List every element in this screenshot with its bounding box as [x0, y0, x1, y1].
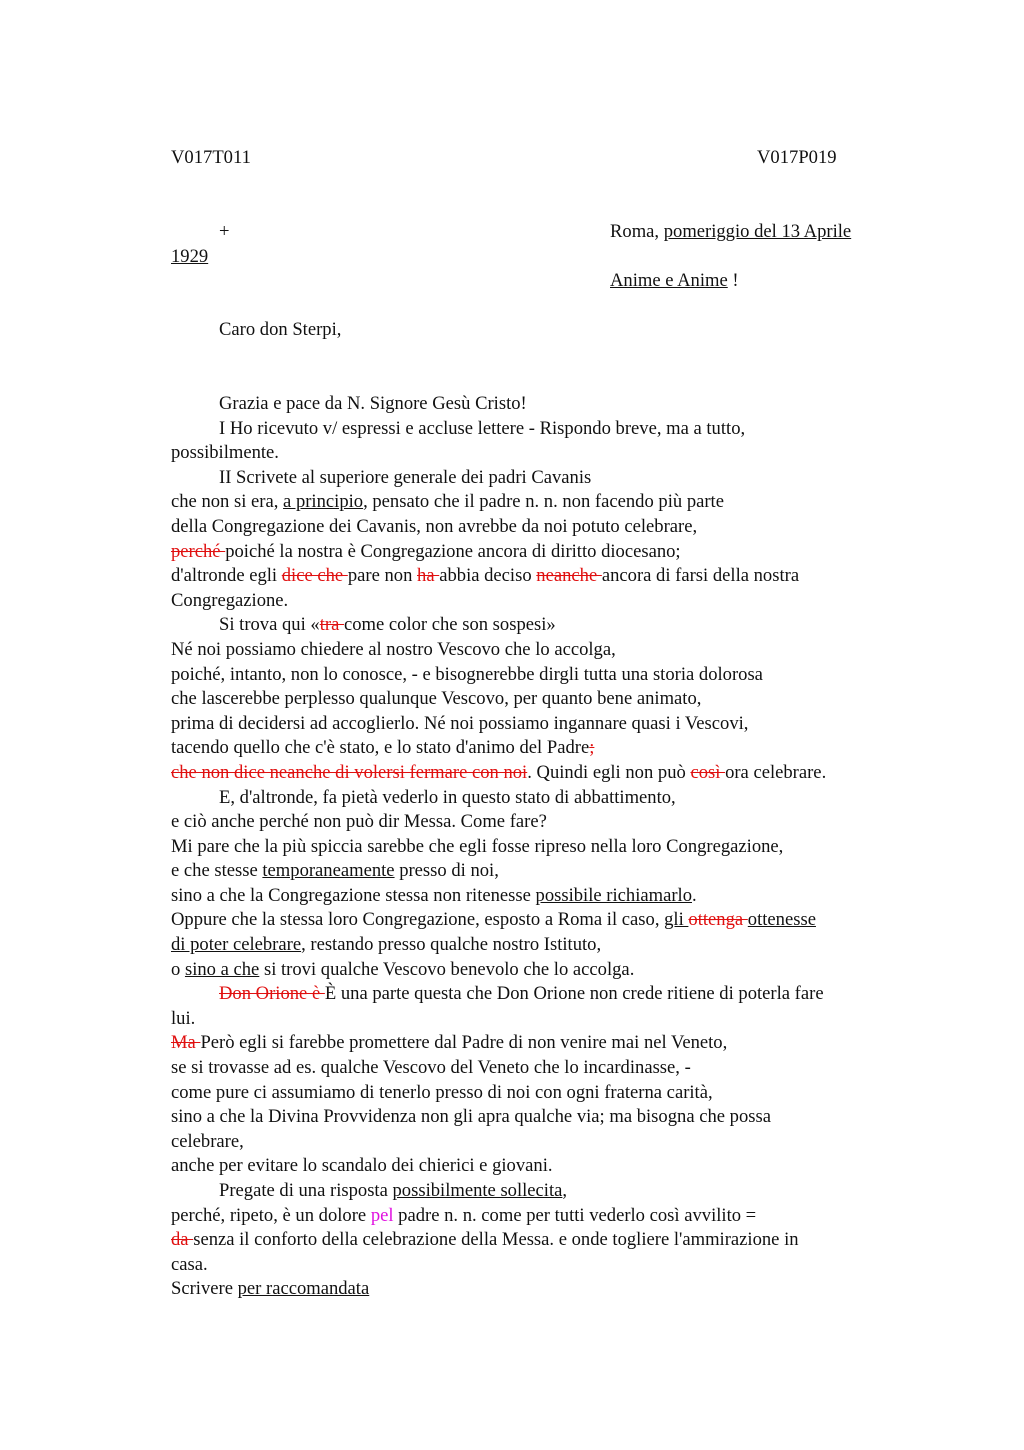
- text-run: Pregate di una risposta: [219, 1180, 393, 1201]
- deleted-text: ha: [417, 565, 440, 587]
- text-run: senza il conforto della celebrazione della Messa. e onde togliere l'ammirazione in: [193, 1229, 799, 1251]
- underlined-text: sino a che: [184, 958, 260, 980]
- text-run: sino a che la Congregazione stessa non ritenesse: [171, 884, 536, 906]
- date-line: [610, 220, 851, 245]
- text-run: È una parte questa che Don Orione non crede ritiene di poterla fare: [324, 983, 824, 1005]
- text-run: presso di noi,: [394, 860, 499, 882]
- body-line: [171, 490, 901, 515]
- deleted-text: ;: [589, 737, 595, 759]
- underlined-text: per raccomandata: [237, 1278, 370, 1300]
- body-line: [171, 540, 901, 565]
- body-line: [171, 1228, 901, 1253]
- cross-mark: +: [219, 221, 230, 242]
- highlighted-text: pel: [370, 1204, 394, 1226]
- body-line: casa.: [171, 1253, 208, 1275]
- body-line: celebrare,: [171, 1130, 244, 1152]
- motto: [610, 269, 739, 294]
- underlined-text: possibilmente sollecita: [392, 1180, 563, 1201]
- text-run: che non si era,: [171, 491, 284, 513]
- salutation: Caro don Sterpi,: [219, 319, 342, 340]
- body-line: della Congregazione dei Cavanis, non avrebbe da noi potuto celebrare,: [171, 515, 698, 537]
- body-line: se si trovasse ad es. qualche Vescovo del Veneto che lo incardinasse, -: [171, 1057, 691, 1079]
- deleted-text: che non dice neanche di volersi fermare con noi: [171, 761, 528, 783]
- underlined-text: possibile richiamarlo: [535, 884, 692, 906]
- text-run: pare non: [347, 565, 418, 587]
- body-line: [171, 761, 901, 786]
- deleted-text: così: [690, 761, 726, 783]
- body-line: [171, 1204, 901, 1229]
- body-line: possibilmente.: [171, 442, 279, 464]
- text-run: o: [171, 958, 185, 980]
- date-underlined: pomeriggio del 13 Aprile: [663, 221, 852, 242]
- body-line: poiché, intanto, non lo conosce, - e bisognerebbe dirgli tutta una storia dolorosa: [171, 663, 763, 685]
- text-run: e che stesse: [171, 860, 263, 882]
- body-line: Né noi possiamo chiedere al nostro Vescovo che lo accolga,: [171, 638, 616, 660]
- deleted-text: neanche: [536, 565, 602, 587]
- body-line: lui.: [171, 1007, 196, 1029]
- body-line: E, d'altronde, fa pietà vederlo in questo stato di abbattimento,: [219, 786, 676, 808]
- text-run: perché, ripeto, è un dolore: [171, 1204, 371, 1226]
- body-line: prima di decidersi ad accoglierlo. Né noi possiamo ingannare quasi i Vescovi,: [171, 712, 749, 734]
- body-line: anche per evitare lo scandalo dei chierici e giovani.: [171, 1155, 553, 1177]
- motto-suffix: !: [727, 270, 739, 291]
- header-left-code: V017T011: [171, 147, 251, 168]
- deleted-text: da: [171, 1229, 194, 1251]
- body-line: [171, 982, 901, 1007]
- date-year: 1929: [171, 246, 209, 267]
- text-run: ,: [562, 1180, 568, 1201]
- text-run: Scrivere: [171, 1278, 238, 1300]
- header-right-code: V017P019: [757, 147, 837, 168]
- text-run: d'altronde egli: [171, 565, 282, 587]
- underlined-text: a principio: [283, 491, 364, 513]
- text-run: ora celebrare.: [725, 761, 827, 783]
- deleted-text: dice che: [281, 565, 348, 587]
- body-line: che lascerebbe perplesso qualunque Vescovo, per quanto bene animato,: [171, 688, 702, 710]
- body-line: e ciò anche perché non può dir Messa. Come fare?: [171, 811, 547, 833]
- text-run: come color che son sospesi»: [343, 614, 556, 636]
- letter-body: [171, 392, 901, 1302]
- text-run: abbia deciso: [439, 565, 537, 587]
- body-line: [171, 884, 901, 909]
- text-run: . Quindi egli non può: [527, 761, 691, 783]
- body-line: II Scrivete al superiore generale dei padri Cavanis: [219, 466, 592, 488]
- text-run: Però egli si farebbe promettere dal Padre di non venire mai nel Veneto,: [200, 1032, 728, 1054]
- deleted-text: Don Orione è: [219, 983, 325, 1005]
- text-run: Oppure che la stessa loro Congregazione, esposto a Roma il caso,: [171, 909, 665, 931]
- text-run: tacendo quello che c'è stato, e lo stato d'animo del Padre: [171, 737, 590, 759]
- underlined-text: ottenesse: [747, 909, 816, 931]
- deleted-text: Ma: [171, 1032, 201, 1054]
- motto-underlined: Anime e Anime: [610, 270, 728, 291]
- text-run: si trovi qualche Vescovo benevolo che lo accolga.: [259, 958, 635, 980]
- deleted-text: perché: [171, 540, 226, 562]
- underlined-text: di poter celebrare: [171, 934, 302, 956]
- text-run: .: [692, 884, 697, 906]
- body-line: Grazia e pace da N. Signore Gesù Cristo!: [219, 393, 527, 414]
- body-line: [171, 1179, 901, 1204]
- text-run: poiché la nostra è Congregazione ancora di diritto diocesano;: [225, 540, 681, 562]
- body-line: Congregazione.: [171, 589, 289, 611]
- text-run: Si trova qui «: [219, 614, 320, 636]
- date-prefix: Roma,: [610, 221, 664, 242]
- body-line: [171, 958, 901, 983]
- text-run: , pensato che il padre n. n. non facendo più parte: [363, 491, 724, 513]
- underlined-text: gli: [664, 909, 689, 931]
- text-run: ancora di farsi della nostra: [601, 565, 800, 587]
- text-run: padre n. n. come per tutti vederlo così avvilito =: [393, 1204, 757, 1226]
- body-line: [171, 908, 901, 933]
- body-line: [171, 736, 901, 761]
- body-line: sino a che la Divina Provvidenza non gli apra qualche via; ma bisogna che possa: [171, 1106, 771, 1128]
- body-line: I Ho ricevuto v/ espressi e accluse lettere - Rispondo breve, ma a tutto,: [219, 417, 746, 439]
- body-line: [171, 564, 901, 589]
- body-line: [171, 613, 901, 638]
- body-line: come pure ci assumiamo di tenerlo presso di noi con ogni fraterna carità,: [171, 1081, 713, 1103]
- text-run: , restando presso qualche nostro Istituto,: [301, 934, 602, 956]
- body-line: Mi pare che la più spiccia sarebbe che egli fosse ripreso nella loro Congregazione,: [171, 835, 784, 857]
- body-line: [171, 859, 901, 884]
- body-line: [171, 1031, 901, 1056]
- deleted-text: tra: [319, 614, 344, 636]
- body-line: [171, 933, 901, 958]
- underlined-text: temporaneamente: [262, 860, 395, 882]
- deleted-text: ottenga: [688, 909, 748, 931]
- body-line: [171, 1277, 901, 1302]
